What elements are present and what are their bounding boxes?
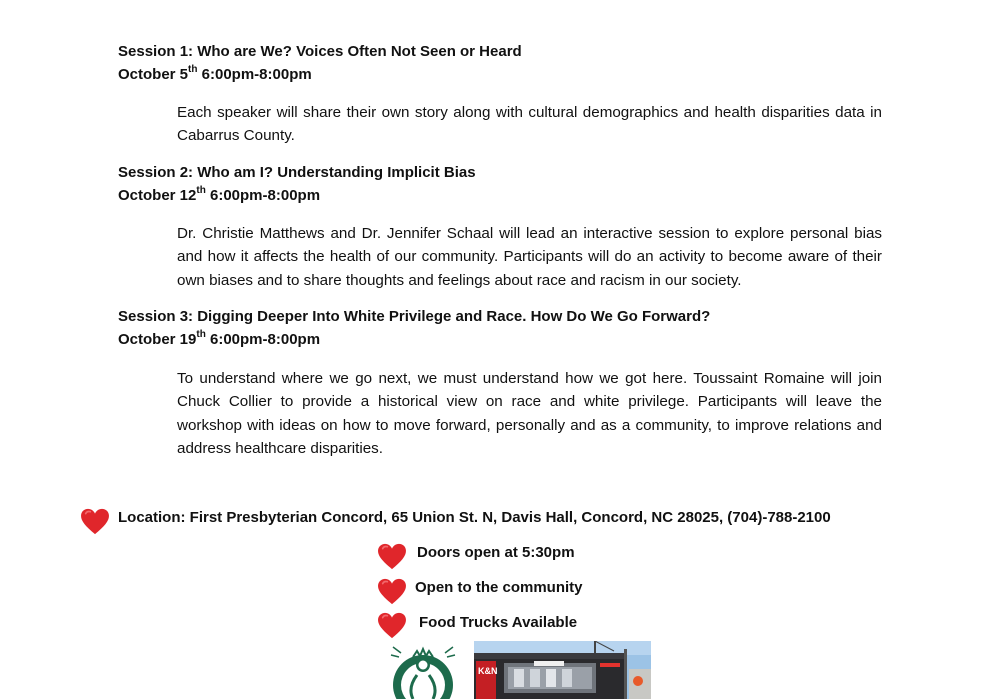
session-1-description: Each speaker will share their own story along with cultural demographics and health disparities data in Cabarrus County. xyxy=(177,104,882,145)
session-3-title: Session 3: Digging Deeper Into White Privilege and Race. How Do We Go Forward? xyxy=(118,308,711,325)
heart-icon xyxy=(377,578,407,605)
session-2-date: October 12th 6:00pm-8:00pm xyxy=(118,185,321,204)
session-2-title: Session 2: Who am I? Understanding Implicit Bias xyxy=(118,164,476,181)
session-3-date: October 19th 6:00pm-8:00pm xyxy=(118,329,321,348)
food-trucks-text: Food Trucks Available xyxy=(419,614,578,631)
open-community-text: Open to the community xyxy=(415,579,583,596)
session-3-description: To understand where we go next, we must understand how we got here. Toussaint Romaine will join Chuck Collier to provide a historical view on race and white privilege. Participants will leave the workshop with ideas on how to move forward, personally and as a community, to improve relations and address healthcare disparities. xyxy=(177,370,882,457)
mermaid-logo-icon xyxy=(387,645,459,699)
session-1-date: October 5th 6:00pm-8:00pm xyxy=(118,64,312,83)
location-text: Location: First Presbyterian Concord, 65 Union St. N, Davis Hall, Concord, NC 28025, (704)-788-2100 xyxy=(118,509,831,526)
heart-icon xyxy=(377,612,407,639)
session-2-description: Dr. Christie Matthews and Dr. Jennifer Schaal will lead an interactive session to explore personal bias and how it affects the health of our community. Participants will do an activity to become aware of their own biases and to share thoughts and feelings about race and racism in our society. xyxy=(177,225,882,289)
food-truck-photo xyxy=(474,641,651,699)
doors-open-text: Doors open at 5:30pm xyxy=(417,544,575,561)
heart-icon xyxy=(80,508,110,535)
session-1-title: Session 1: Who are We? Voices Often Not Seen or Heard xyxy=(118,43,522,60)
heart-icon xyxy=(377,543,407,570)
truck-sign-text: K&N xyxy=(478,666,498,676)
